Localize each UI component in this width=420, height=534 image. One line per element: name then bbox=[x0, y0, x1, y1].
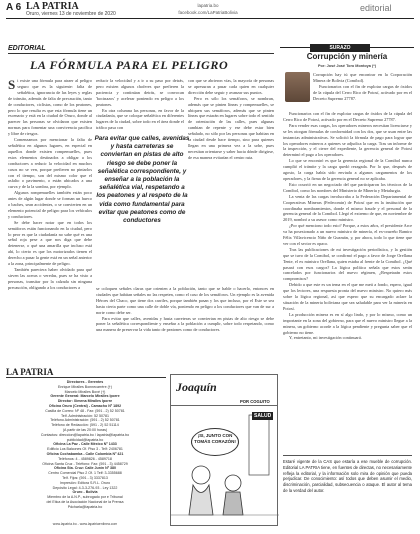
surazo-paragraph: ¿Por qué menciono todo esto? Porque, a estos años, el presidente Arce va ha posesionado a un nuevo ministro de minería, el ex-orureño Ramiro Félix Villavicencio Niño de Guzmán, y, por ahora, todo lo que tiene que ver con el sector es opaco. bbox=[283, 223, 412, 246]
masthead-line: Depósito Legal: 4-3-3-276-93 - Ley 1322 bbox=[52, 485, 118, 490]
surazo-paragraph: Debido a que este es un tema en el que me meti a fondo, espero, igual que los lectores, una respuesta pronta del nuevo ministro. No quiero más sobre la lógica regional, así que espero que su encargado aclare la situación de la mineria boliviana que sea saludable para ver la minería en Potosí. bbox=[283, 282, 412, 311]
masthead-line: Impresión: Editora S.R.L. Oruro bbox=[59, 480, 111, 485]
masthead-line: Contactos: direccion@lapatria.bo / lapatria@lapatria.bo bbox=[40, 432, 130, 437]
masthead-line: Teléfonos: 4 - 4589826 - 4589718 bbox=[58, 456, 112, 461]
editorial-paragraph: Para evitar que calles, avenidas y hasta carreteras se conviertan en pistas de alto riesgo se debe poner la señalética correspondiente y enseñar a la población a cumplir, sobre todo respetando, como una manera de preservar la vida tanto de peatones como de conductores. bbox=[96, 315, 274, 333]
website-link[interactable]: lapatria.bo bbox=[197, 3, 219, 8]
surazo-paragraph: Funcionarios con el fin de explotar cargas de óxidos de la cúpula del Cerro Rico de Potosí, activado por en el Decreto Supremo 27787. bbox=[313, 83, 412, 101]
surazo-paragraph: Lo que se encontró es que la gerencia regional de la Comibol nunca cumplió el trámite y la carga quedó rezagada. Por lo que, después de agosto, la carga había sido enviada a algunos cargamentos de los operadores, y la firma de la gerencia general no se aplicaba. bbox=[283, 158, 412, 181]
masthead-line: Oficina Oruro (Central) - Camacho Nº 1892 bbox=[48, 403, 122, 408]
editorial-paragraph: Algunos rompemuelles también están poco antes de algún lugar donde se forman un hueco o baches, sean accidentes, o se convierten en un elemento potencial de peligro para los vehículos y conductores. bbox=[8, 190, 92, 219]
editorial-label: EDITORIAL bbox=[8, 45, 46, 52]
masthead-line: Oficina Santa Cruz - Teléfono: Fax: (591 - 3) 4458729 bbox=[42, 461, 128, 466]
surazo-paragraph: La venta de las cargas involucraba a la Federación Departamental de Cooperativas Mineras (Fedecomin) de Potosí que en la institución que coordinaba nombramientos, donde el mismo fraude y el personal de la gerencia general de la Comibol. Llegó el extremo de que, en noviembre de 2019, nombró a su asesor como ministro. bbox=[283, 193, 412, 223]
cartoon-logo: Joaquín bbox=[176, 380, 217, 394]
author-photo bbox=[285, 72, 310, 102]
masthead-line: Miembro de la A.N.P., subrogado por e Tribunal bbox=[47, 495, 123, 500]
surazo-title: Corrupción y minería bbox=[306, 52, 388, 61]
masthead-line: Edificio Los Balcones Of. Piso 3 - Telf: 2406781 bbox=[47, 447, 123, 452]
surazo-body bbox=[283, 111, 412, 451]
speech-bubble: ¡SI, JUNTO CON TOMÁS CORAZÓN! bbox=[191, 428, 239, 456]
cartoon-divider bbox=[170, 405, 278, 406]
masthead-divider bbox=[6, 377, 166, 378]
masthead-line: Director: Ximena Miralles Iporre bbox=[57, 399, 113, 404]
masthead-line: Directores - Gerentes bbox=[66, 380, 104, 384]
surazo-paragraph: Para vender esas cargas, los operadores mineros necesitan licenciarse y se les otorgan fórmulas de conformidad con los dos, que se usan entre las instancias administrativas. Se solicitó la fórmula de pago para lograr que los operadores mineros a quienes se adjudica la carga. Tras un informe de la inspección, y el cierre del expediente, la gerencia general de Potosí determinó el pago a los operadores. bbox=[283, 122, 412, 158]
surazo-paragraph: Funcionarios con el fin de explotar cargas de óxidos de la cúpula del Cerro Rico de Potosí, activado por en el Decreto Supremo 27787. bbox=[283, 111, 412, 122]
surazo-label: SURAZO bbox=[310, 44, 370, 52]
editorial-title: LA FÓRMULA PARA EL PELIGRO bbox=[30, 58, 229, 72]
facebook-link[interactable]: facebook.com/LaPatriaBolivia bbox=[178, 10, 238, 15]
editorial-paragraph: Comenzamos por mencionar la falta de señalética en algunos lugares, en especial en aquellos donde existen rompemuelles, pues estos elementos destinados a obligar a los conductores a reducir la velocidad en muchos casos no se ven, porque prefieren no pintarlos con el tiempo, son del mismo color que el asfalto o pavimento, o están ubicados a una curva y de la la sombra, por ejemplo. bbox=[8, 137, 92, 190]
editorial-column-2-bottom bbox=[96, 286, 274, 361]
editorial-column-3 bbox=[188, 78, 274, 284]
editorial-column-2-top bbox=[96, 78, 184, 132]
masthead-line: Oficina Cochabamba - Calle Colombia Nº 421 bbox=[46, 451, 124, 456]
masthead-line: Marcelo Miralles Bové (†) bbox=[64, 389, 106, 394]
second-character-body bbox=[223, 492, 243, 515]
editorial-paragraph: reducir la velocidad y a ir a su paso por detrás, pero existen algunos choferes que prefieren la paciencia y continúan detrás, se convocan 'bocinazos' y acelerar poniendo en peligro a los peatones. bbox=[96, 78, 184, 107]
issue-date: Oruro, viernes 13 de noviembre de 2020 bbox=[26, 11, 116, 17]
masthead-line: Teléfono Administración: (591 - 2) 52 50781 bbox=[50, 418, 120, 423]
masthead-line: Telf. Administración: 52 50781 bbox=[61, 413, 109, 418]
masthead-line: Enrique Miralles Bonnecarrère (†) bbox=[58, 384, 112, 389]
page-number: A 6 bbox=[6, 2, 22, 13]
drop-cap: S bbox=[8, 78, 16, 92]
editorial-divider bbox=[8, 53, 274, 54]
salud-door bbox=[249, 415, 269, 475]
masthead-url[interactable]: www.lapatria.bo - www.lapatriaenlinea.com bbox=[52, 522, 118, 526]
surazo-footnote: Estaré vigente de la CAS que estaría a ese mueble de corrupción. Editorial LA PATRIA tiene, en fuentes de directas, no necesariamente refleja la editorial, y la información solo mira de opinión que pueda perjudicar. De conocimiento: así todos que deben asumir el medio, discriminación, parcialidad, subsecuencia o ataque. El autor al tema de la verdad del autor. bbox=[283, 455, 412, 494]
character-body bbox=[189, 485, 213, 515]
second-character-head bbox=[225, 475, 241, 491]
editorial-paragraph: Pero es sólo los semáforos, se nombran, además que se pinten líneas y rompemuelles, se ubiquen sus semáforos, además que se pinten líneas que estarán en lugares sobre todo el sentido de orientación de las calles, pues algunas cambian de repente y ese debe estar bien señalado, no sólo por las personas que habitan en la ciudad desde hace tiempo, sino para quienes llegan en una primera vez a la urbe, pues necesitan orientarse y saber hacia dónde dirigirse, de esa manera evitarían el centro ruta. bbox=[188, 95, 274, 160]
newspaper-brand: LA PATRIA bbox=[26, 1, 79, 12]
surazo-paragraph: Corrupción hay tú que encontrar en la Corporación Minera de Bolivia (Comibol). bbox=[313, 72, 412, 83]
surazo-body-top bbox=[313, 72, 412, 110]
editorial-column-1 bbox=[8, 78, 92, 361]
masthead-title: LA PATRIA bbox=[6, 367, 54, 377]
masthead-line: publicidad@lapatria.bo bbox=[66, 437, 104, 442]
masthead-line: Casilla de Correo: Nº 48 - Fax: (591 - 2) 52 50781 bbox=[45, 408, 125, 413]
surazo-paragraph: Tras las publicaciones de mi investigación periodística, y la gestión que se tuvo de la Comibol, se confirmó el pago a favor de Jorge Orellana Tente, el ex ministro Orellana, quien estaba al frente de la Comibol. ¿Qué pasará con esos cargos? La lógica política señala que estos serán cancelados por funcionarios del nuevo régimen, ¿Respetarán estos compromisos? bbox=[283, 246, 412, 282]
salud-sign: SALUD bbox=[254, 413, 272, 419]
masthead-line: Oficina La Paz - Calle México Nº 1433 bbox=[53, 442, 117, 447]
masthead-line: Telf. Fijos: (591 - 3) 3337813 bbox=[62, 475, 108, 480]
masthead-line: Oruro - Bolivia bbox=[72, 490, 98, 495]
surazo-paragraph: Esto ocurrió en un negociado del que participaron los técnicos de la Comibol, como los nombres del Ministerio de Minería y Metalurgia. bbox=[283, 181, 412, 193]
editorial-paragraph: se coloquen señales claras que orienten a la población, tanto que se hable o hacerlo, entonces en ciudades que habitan señales no las respeten, como el caso de los semáforos. Un ejemplo es la avenida Héroes del Chaco, que tiene dos carriles, porque también pasan y los que incluso, por el Este se sea hasta cierta parte como una calle de doble vía, poniendo en peligro a los conductores que van de sur a norte como debe ser. bbox=[96, 286, 274, 315]
masthead-line: (A partir de las 20:00 horas) bbox=[62, 427, 108, 432]
cartoon-author: POR COGUITO bbox=[240, 399, 270, 404]
masthead-line: Oficina Sta. Cruz: Calle Junín Nº 380 bbox=[53, 466, 117, 471]
pull-quote: Para evitar que calles, avenidas y hasta carreteras se conviertan en pistas de alto riesgo se debe poner la señalética correspondiente, y enseñar a la población la señalética vial, respetando a los peatones y al respeto de la vida como fundamental para evitar que peatones como de conductores bbox=[94, 135, 190, 225]
header-divider bbox=[6, 18, 414, 19]
masthead-line: Teléfono de Redacción: (591 - 2) 52 51114 bbox=[51, 423, 119, 428]
editorial-paragraph: Se debe hacer notar que en todos los semáforos están funcionando en la ciudad, pero lo peor es que la ciudadanía no sabe qué es una señal roja pese a que nos diga que debe detenerse, o qué una amarilla que incluso está ahí, lo cierto es que los motorizados tienen el derecho a pasar la gente está en un señal anterior a la zona, principalmente de peligro. bbox=[8, 219, 92, 267]
surazo-author: Por: José José Toro Montoya (*) bbox=[318, 64, 376, 68]
editorial-paragraph: También pareciera haber olvidado para qué sirven las aceras o veredas, pues se ha visto a personas, transitar por la calzada sin ninguna precaución, obligando a los conductores a bbox=[8, 267, 92, 290]
masthead-line: del Etica de la Asociación Nacional de la Prensa bbox=[46, 499, 124, 504]
masthead-line: Gerente General: Marcelo Miralles Iporre bbox=[50, 394, 120, 399]
masthead-credits bbox=[8, 380, 162, 510]
editorial-paragraph: i existe una fórmula para atraer al peligro seguro que es la siguiente: falta de señalética, ignorancia de las leyes y reglas de tránsito, además de falta de precaución, tanto de conductores, ciclistas, como de los peatones, pero lo que resulta es que esta fórmula tiene un escenario y está en la ciudad de Oruro, donde al parecer las personas se olvidaron que existen normas para fomentar una convivencia pacífica y libre de riesgos. bbox=[8, 78, 92, 137]
surazo-paragraph: La producción minera es en sí algo lindo, y por lo mismo, como un importante en la zona del gobierno, para que el nuevo ministro llegue a la minera, un gobierno acorde a la lógica pendiente y pregunta saber que el gobierno no tiene. bbox=[283, 311, 412, 335]
character-head bbox=[192, 466, 210, 484]
surazo-paragraph: Y, entretanto, mi investigación continuará. bbox=[289, 335, 362, 341]
masthead-line: Pdcharla@lapatria.bo bbox=[67, 504, 103, 509]
section-name: editorial bbox=[360, 3, 392, 13]
masthead-line: Centro Comercial Piso 2 Of. 1 Telf: 3-3355688 bbox=[48, 471, 122, 476]
editorial-paragraph: con que se abrieron vías, la mayoría de personas se apresuran a pasar cada quien en cualquier dirección debe seguir y avanzar sus puntos. bbox=[188, 78, 274, 95]
editorial-paragraph: En otra columna las personas, en favor de la ciudadanía, que se coloque señalética en diferentes lugares de la ciudad, sobre todo en el área donde el tráfico pasa con bbox=[96, 107, 184, 131]
